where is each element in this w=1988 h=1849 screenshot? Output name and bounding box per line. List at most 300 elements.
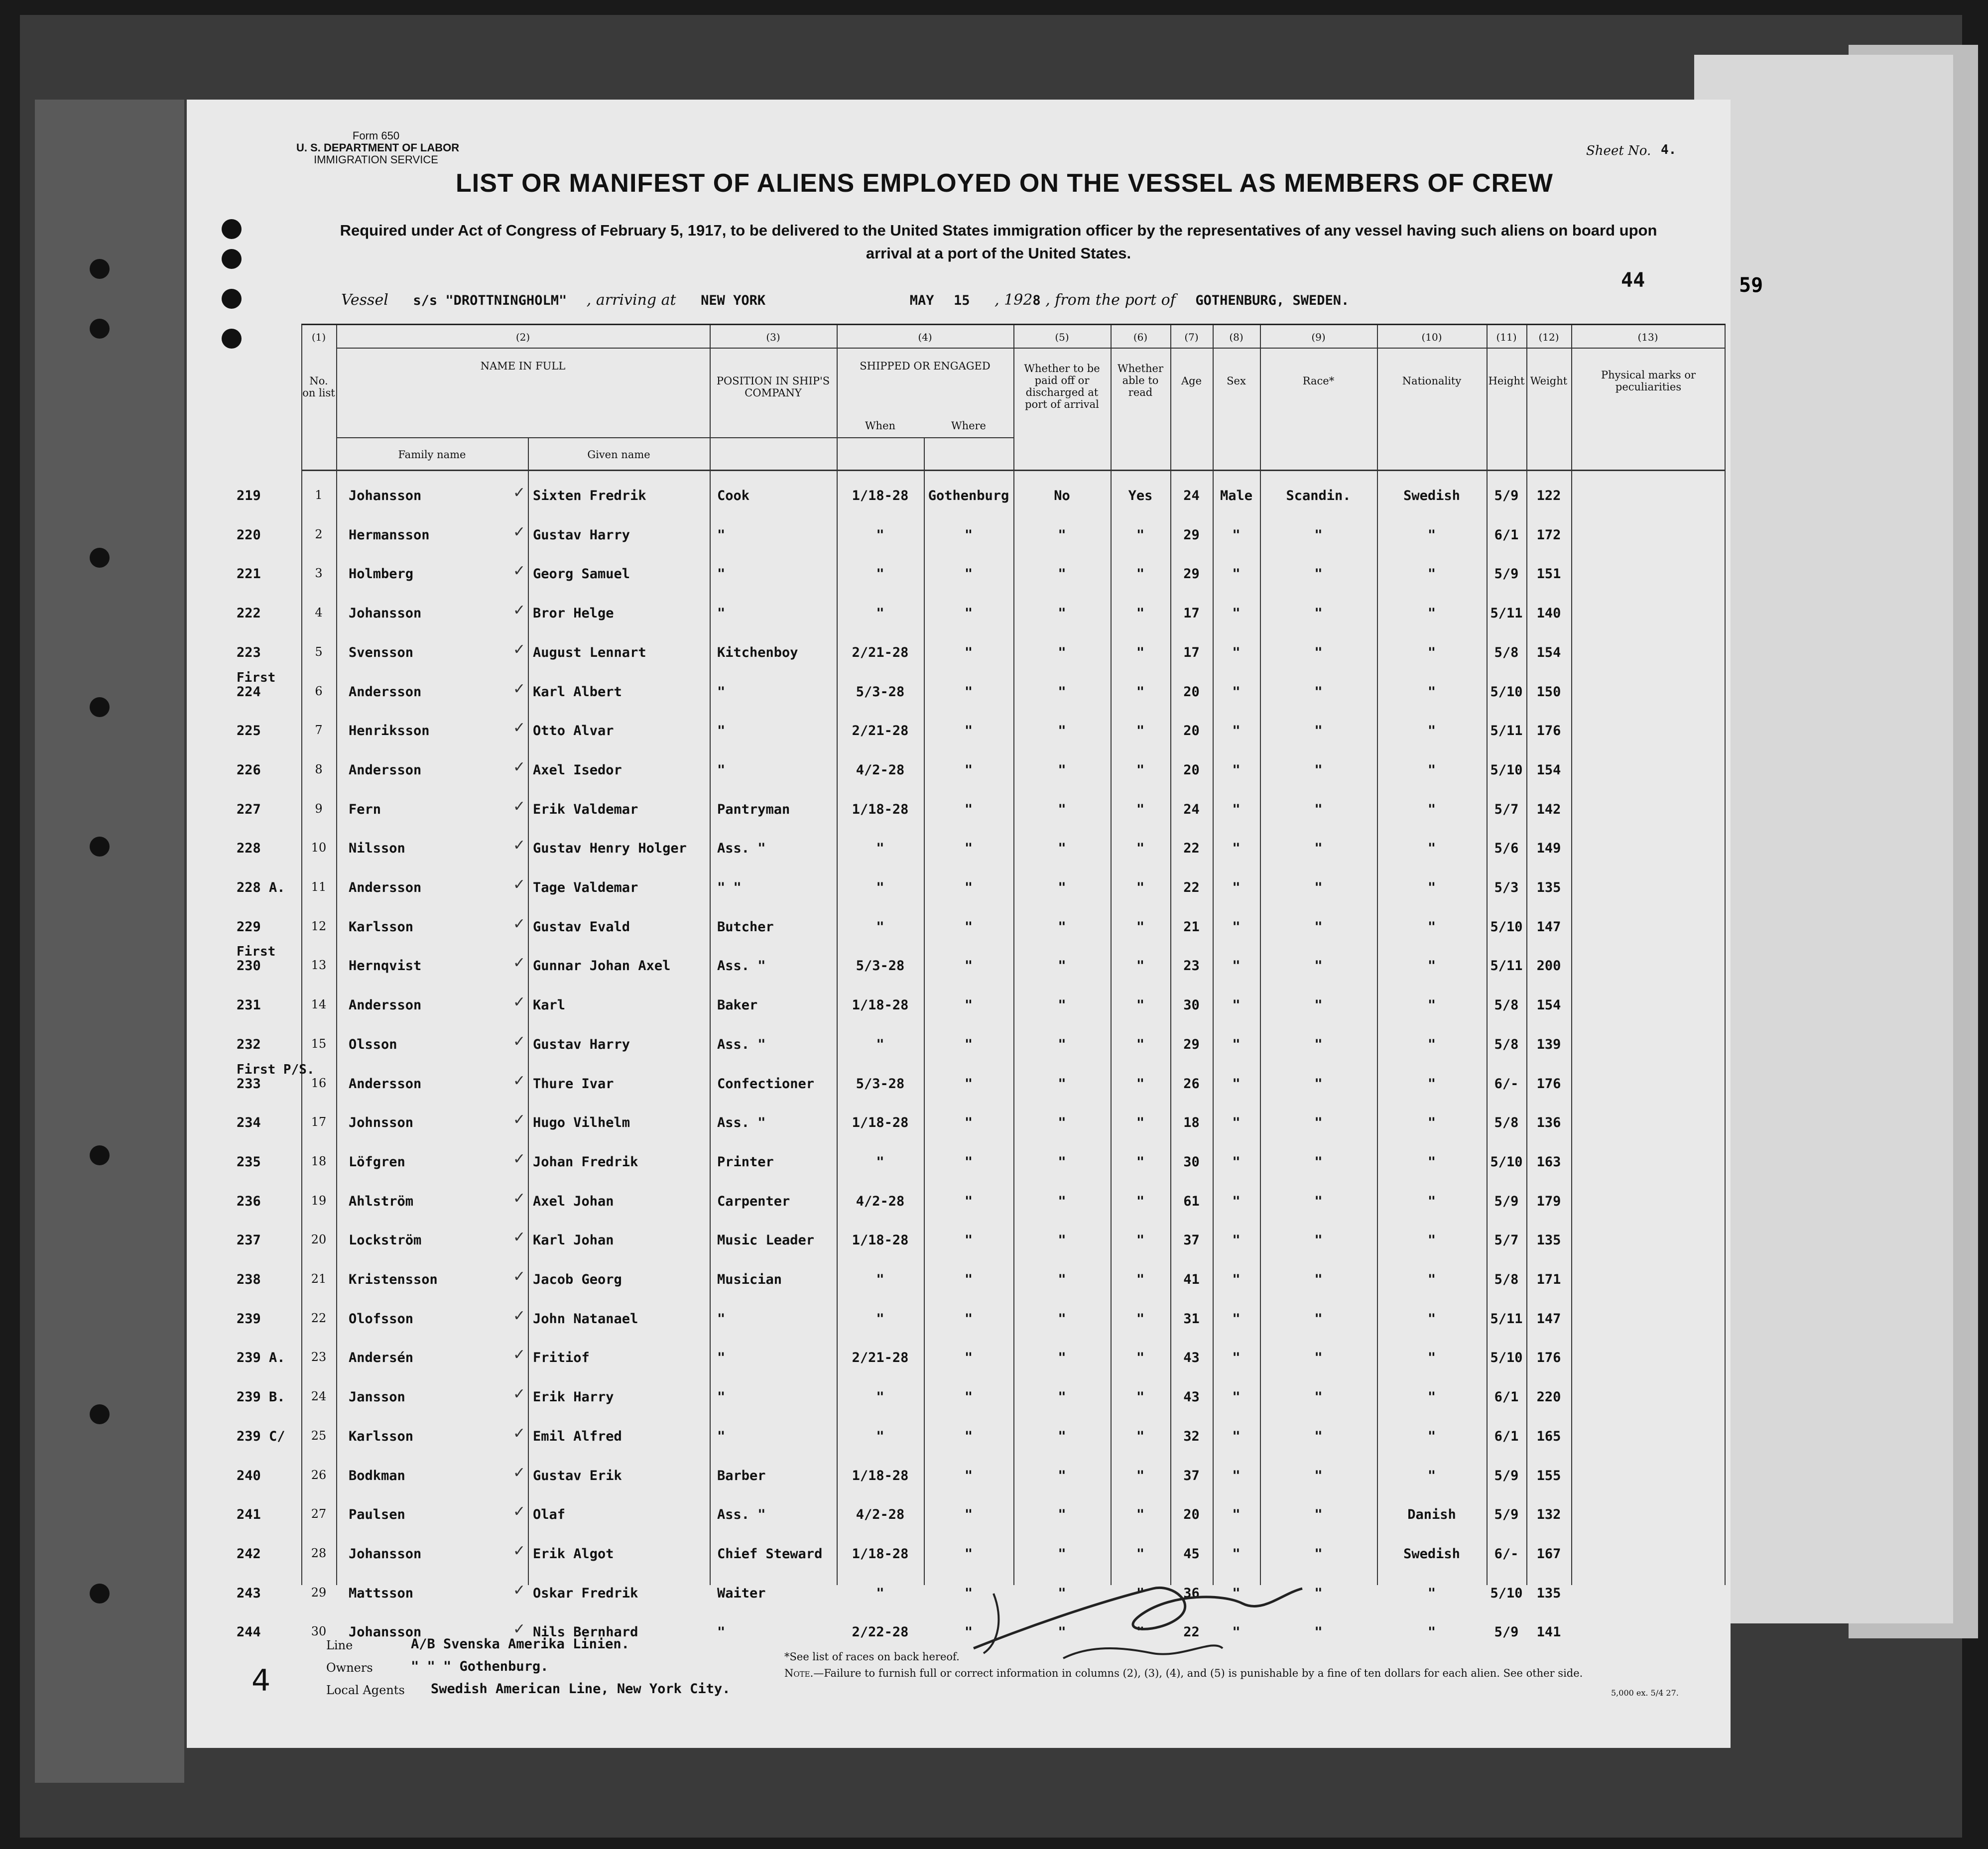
list-number: 12	[311, 919, 327, 933]
list-number: 25	[311, 1428, 327, 1443]
list-number: 6	[315, 684, 323, 698]
weight: 154	[1536, 762, 1561, 778]
header-no-on-list: No. on list	[302, 375, 335, 399]
sex: "	[1232, 801, 1241, 817]
header-physical-marks: Physical marks or peculiarities	[1601, 369, 1696, 393]
height: 5/10	[1490, 1585, 1523, 1601]
age: 18	[1183, 1115, 1200, 1131]
list-number: 23	[311, 1350, 327, 1364]
family-name: Andersson	[349, 762, 422, 778]
height: 5/10	[1490, 1350, 1523, 1366]
reference-number: 231	[237, 997, 261, 1013]
given-name: Hugo Vilhelm	[533, 1115, 630, 1131]
family-name: Karlsson	[349, 919, 414, 935]
able-to-read: "	[1136, 566, 1145, 582]
sex: "	[1232, 880, 1241, 895]
given-name: Fritiof	[533, 1350, 590, 1366]
sex: "	[1232, 1115, 1241, 1131]
nationality: "	[1427, 919, 1436, 935]
reference-number: 228 A.	[237, 880, 285, 895]
height: 6/1	[1494, 1428, 1519, 1444]
weight: 149	[1536, 841, 1561, 857]
height: 5/11	[1490, 723, 1523, 739]
paid-off: "	[1058, 1115, 1066, 1131]
shipped-where: "	[964, 997, 973, 1013]
family-name: Jansson	[349, 1389, 405, 1405]
table-row	[237, 1062, 1726, 1105]
nationality: "	[1427, 958, 1436, 974]
family-name: Andersson	[349, 880, 422, 895]
position: "	[717, 723, 726, 739]
height: 5/11	[1490, 958, 1523, 974]
header-when: When	[865, 420, 896, 432]
page-subtitle: Required under Act of Congress of February 5, 1917, to be delivered to the United States immigration officer by the representatives of any vessel having such aliens on board upon arrival at a port of the United States.	[340, 222, 1657, 262]
list-number: 18	[311, 1154, 327, 1168]
given-name: Otto Alvar	[533, 723, 614, 739]
reference-number: 233	[237, 1076, 261, 1092]
list-number: 14	[311, 997, 327, 1012]
shipped-where: "	[964, 1546, 973, 1562]
race: "	[1314, 1193, 1323, 1209]
shipped-when: "	[876, 1428, 884, 1444]
family-name: Lockström	[349, 1233, 422, 1248]
reference-number: 242	[237, 1546, 261, 1562]
column-number: (7)	[1184, 331, 1199, 343]
height: 5/8	[1494, 1036, 1519, 1052]
sex: "	[1232, 958, 1241, 974]
age: 37	[1183, 1233, 1200, 1248]
note-label: Note.	[784, 1667, 814, 1679]
paid-off: "	[1058, 1507, 1066, 1523]
height: 5/11	[1490, 1311, 1523, 1327]
nationality: "	[1427, 527, 1436, 543]
column-number: (12)	[1538, 331, 1559, 343]
reference-number: 239 B.	[237, 1389, 285, 1405]
height: 5/10	[1490, 919, 1523, 935]
sex: Male	[1220, 488, 1253, 503]
weight: 176	[1536, 723, 1561, 739]
paid-off: "	[1058, 880, 1066, 895]
agents-label: Local Agents	[326, 1683, 405, 1697]
able-to-read: "	[1136, 841, 1145, 857]
family-name: Hermansson	[349, 527, 430, 543]
race: "	[1314, 606, 1323, 621]
given-name: Gustav Erik	[533, 1468, 622, 1483]
given-name: Jacob Georg	[533, 1272, 622, 1287]
table-row	[237, 1261, 1726, 1301]
able-to-read: "	[1136, 684, 1145, 700]
height: 5/11	[1490, 606, 1523, 621]
sex: "	[1232, 1036, 1241, 1052]
position: Ass. "	[717, 958, 766, 974]
list-number: 2	[315, 527, 323, 541]
list-number: 29	[311, 1585, 327, 1600]
age: 21	[1183, 919, 1200, 935]
sex: "	[1232, 841, 1241, 857]
age: 61	[1183, 1193, 1200, 1209]
shipped-when: "	[876, 841, 884, 857]
given-name: Sixten Fredrik	[533, 488, 646, 503]
given-name: Erik Valdemar	[533, 801, 638, 817]
shipped-when: 1/18-28	[852, 488, 909, 503]
family-name: Hernqvist	[349, 958, 422, 974]
reference-number: 236	[237, 1193, 261, 1209]
shipped-where: "	[964, 762, 973, 778]
sex: "	[1232, 997, 1241, 1013]
paid-off: "	[1058, 1233, 1066, 1248]
owners-label: Owners	[326, 1661, 373, 1675]
paid-off: "	[1058, 919, 1066, 935]
sex: "	[1232, 1350, 1241, 1366]
punch-hole	[222, 329, 242, 349]
able-to-read: "	[1136, 1272, 1145, 1287]
position: Butcher	[717, 919, 774, 935]
checkmark-icon: ✓	[513, 1307, 526, 1325]
family-name: Bodkman	[349, 1468, 405, 1483]
paid-off: "	[1058, 1389, 1066, 1405]
race: "	[1314, 1428, 1323, 1444]
position: Printer	[717, 1154, 774, 1170]
punch-hole	[222, 249, 242, 269]
family-name: Johansson	[349, 1624, 422, 1640]
race: "	[1314, 958, 1323, 974]
nationality: "	[1427, 1585, 1436, 1601]
table-row	[237, 634, 1726, 674]
sex: "	[1232, 1624, 1241, 1640]
shipped-where: "	[964, 566, 973, 582]
sheet-label: Sheet No.	[1586, 143, 1651, 158]
height: 5/10	[1490, 762, 1523, 778]
header-name-in-full: NAME IN FULL	[480, 360, 566, 372]
height: 6/-	[1494, 1546, 1519, 1562]
able-to-read: "	[1136, 801, 1145, 817]
age: 30	[1183, 1154, 1200, 1170]
manifest-page	[187, 100, 1731, 1748]
punch-hole	[90, 259, 110, 279]
nationality: "	[1427, 1076, 1436, 1092]
nationality: "	[1427, 1154, 1436, 1170]
list-number: 27	[311, 1507, 327, 1521]
race: "	[1314, 1036, 1323, 1052]
family-name: Svensson	[349, 644, 414, 660]
age: 43	[1183, 1350, 1200, 1366]
table-row	[237, 1143, 1726, 1183]
sex: "	[1232, 644, 1241, 660]
family-name: Löfgren	[349, 1154, 405, 1170]
able-to-read: "	[1136, 1036, 1145, 1052]
paid-off: "	[1058, 1350, 1066, 1366]
shipped-where: "	[964, 606, 973, 621]
weight: 200	[1536, 958, 1561, 974]
table-row	[237, 1026, 1726, 1066]
weight: 151	[1536, 566, 1561, 582]
nationality: "	[1427, 684, 1436, 700]
punch-hole	[90, 697, 110, 717]
sex: "	[1232, 762, 1241, 778]
family-name: Johansson	[349, 488, 422, 503]
race: "	[1314, 1233, 1323, 1248]
able-to-read: "	[1136, 1193, 1145, 1209]
paid-off: "	[1058, 801, 1066, 817]
shipped-when: "	[876, 566, 884, 582]
vessel-label: Vessel	[341, 291, 388, 309]
checkmark-icon: ✓	[513, 1268, 526, 1285]
given-name: Karl Johan	[533, 1233, 614, 1248]
reference-number: 232	[237, 1036, 261, 1052]
column-number: (2)	[515, 331, 530, 343]
height: 5/9	[1494, 488, 1519, 503]
punch-hole	[90, 1584, 110, 1603]
able-to-read: "	[1136, 1115, 1145, 1131]
given-name: Johan Fredrik	[533, 1154, 638, 1170]
header-family-name: Family name	[398, 449, 466, 461]
nationality: "	[1427, 1036, 1436, 1052]
shipped-when: 1/18-28	[852, 1115, 909, 1131]
family-name: Olsson	[349, 1036, 397, 1052]
header-paid-off: Whether to be paid off or discharged at port of arrival	[1024, 363, 1100, 410]
reference-number: 235	[237, 1154, 261, 1170]
punch-hole	[90, 548, 110, 568]
table-row	[237, 869, 1726, 909]
sex: "	[1232, 723, 1241, 739]
able-to-read: "	[1136, 762, 1145, 778]
family-name: Henriksson	[349, 723, 430, 739]
table-row	[237, 477, 1726, 517]
given-name: Gustav Harry	[533, 1036, 630, 1052]
list-number: 26	[311, 1468, 327, 1482]
from-label: , from the port of	[1045, 291, 1176, 309]
checkmark-icon: ✓	[513, 1620, 526, 1638]
age: 29	[1183, 1036, 1200, 1052]
sex: "	[1232, 1233, 1241, 1248]
nationality: "	[1427, 1193, 1436, 1209]
list-number: 20	[311, 1233, 327, 1247]
given-name: Georg Samuel	[533, 566, 630, 582]
reference-number: 244	[237, 1624, 261, 1640]
header-shipped: SHIPPED OR ENGAGED	[860, 360, 991, 372]
checkmark-icon: ✓	[513, 993, 526, 1011]
position: Baker	[717, 997, 758, 1013]
paid-off: "	[1058, 958, 1066, 974]
race: "	[1314, 801, 1323, 817]
position: Ass. "	[717, 1507, 766, 1523]
able-to-read: "	[1136, 527, 1145, 543]
weight: 136	[1536, 1115, 1561, 1131]
age: 24	[1183, 488, 1200, 503]
nationality: "	[1427, 566, 1436, 582]
age: 26	[1183, 1076, 1200, 1092]
family-name: Andersson	[349, 1076, 422, 1092]
reference-number: 239 C/	[237, 1428, 285, 1444]
given-name: Erik Harry	[533, 1389, 614, 1405]
race: "	[1314, 919, 1323, 935]
given-name: Tage Valdemar	[533, 880, 638, 895]
checkmark-icon: ✓	[513, 640, 526, 658]
punch-hole	[90, 1404, 110, 1424]
age: 41	[1183, 1272, 1200, 1287]
checkmark-icon: ✓	[513, 719, 526, 737]
able-to-read: "	[1136, 1624, 1145, 1640]
nationality: "	[1427, 801, 1436, 817]
checkmark-icon: ✓	[513, 876, 526, 893]
nationality: "	[1427, 1428, 1436, 1444]
age: 20	[1183, 684, 1200, 700]
age: 20	[1183, 723, 1200, 739]
reference-note: First P/S.	[237, 1062, 315, 1077]
nationality: Swedish	[1403, 488, 1460, 503]
height: 5/8	[1494, 997, 1519, 1013]
family-name: Ahlström	[349, 1193, 414, 1209]
crew-table	[237, 324, 1726, 1640]
position: "	[717, 1428, 726, 1444]
paid-off: "	[1058, 1468, 1066, 1483]
nationality: "	[1427, 1311, 1436, 1327]
given-name: Gustav Harry	[533, 527, 630, 543]
paid-off: "	[1058, 1585, 1066, 1601]
checkmark-icon: ✓	[513, 602, 526, 619]
able-to-read: "	[1136, 1154, 1145, 1170]
family-name: Kristensson	[349, 1272, 438, 1287]
checkmark-icon: ✓	[513, 1072, 526, 1090]
weight: 140	[1536, 606, 1561, 621]
able-to-read: "	[1136, 1350, 1145, 1366]
family-name: Nilsson	[349, 841, 405, 857]
weight: 139	[1536, 1036, 1561, 1052]
sex: "	[1232, 1546, 1241, 1562]
nationality: "	[1427, 1624, 1436, 1640]
given-name: Axel Johan	[533, 1193, 614, 1209]
shipped-where: "	[964, 1389, 973, 1405]
position: " "	[717, 880, 742, 895]
header-weight: Weight	[1530, 375, 1568, 387]
position: "	[717, 1624, 726, 1640]
checkmark-icon: ✓	[513, 1464, 526, 1481]
position: Confectioner	[717, 1076, 815, 1092]
sex: "	[1232, 919, 1241, 935]
height: 5/6	[1494, 841, 1519, 857]
weight: 147	[1536, 1311, 1561, 1327]
height: 5/10	[1490, 684, 1523, 700]
able-to-read: "	[1136, 1428, 1145, 1444]
reference-number: 222	[237, 606, 261, 621]
weight: 141	[1536, 1624, 1561, 1640]
punch-hole	[222, 289, 242, 309]
weight: 147	[1536, 919, 1561, 935]
sex: "	[1232, 1154, 1241, 1170]
able-to-read: "	[1136, 1233, 1145, 1248]
age: 32	[1183, 1428, 1200, 1444]
reference-number: 230	[237, 958, 261, 974]
shipped-when: "	[876, 1585, 884, 1601]
position: "	[717, 566, 726, 582]
checkmark-icon: ✓	[513, 954, 526, 972]
column-number: (9)	[1311, 331, 1326, 343]
height: 5/9	[1494, 1624, 1519, 1640]
position: "	[717, 1311, 726, 1327]
height: 5/8	[1494, 644, 1519, 660]
header-nationality: Nationality	[1402, 375, 1462, 387]
position: "	[717, 1389, 726, 1405]
checkmark-icon: ✓	[513, 562, 526, 580]
sex: "	[1232, 606, 1241, 621]
reference-number: 224	[237, 684, 261, 700]
service-name: IMMIGRATION SERVICE	[314, 153, 438, 166]
table-row	[237, 1183, 1726, 1223]
given-name: Emil Alfred	[533, 1428, 622, 1444]
shipped-where: "	[964, 1428, 973, 1444]
family-name: Johansson	[349, 1546, 422, 1562]
shipped-where: "	[964, 841, 973, 857]
given-name: Erik Algot	[533, 1546, 614, 1562]
weight: 135	[1536, 880, 1561, 895]
shipped-where: "	[964, 1468, 973, 1483]
position: Kitchenboy	[717, 644, 798, 660]
able-to-read: "	[1136, 997, 1145, 1013]
column-number: (13)	[1637, 331, 1658, 343]
shipped-when: 1/18-28	[852, 1468, 909, 1483]
list-number: 3	[315, 566, 323, 581]
column-number: (8)	[1229, 331, 1243, 343]
paid-off: "	[1058, 606, 1066, 621]
paid-off: No	[1054, 488, 1070, 503]
position: Ass. "	[717, 1036, 766, 1052]
able-to-read: "	[1136, 723, 1145, 739]
shipped-where: "	[964, 801, 973, 817]
position: "	[717, 684, 726, 700]
checkmark-icon: ✓	[513, 1503, 526, 1521]
shipped-when: "	[876, 606, 884, 621]
nationality: "	[1427, 1233, 1436, 1248]
checkmark-icon: ✓	[513, 1385, 526, 1403]
header-position: POSITION IN SHIP'S COMPANY	[716, 375, 830, 399]
reference-number: 225	[237, 723, 261, 739]
able-to-read: "	[1136, 1076, 1145, 1092]
shipped-when: 1/18-28	[852, 1546, 909, 1562]
line-label: Line	[326, 1638, 353, 1652]
table-row	[237, 1457, 1726, 1497]
table-row	[237, 1496, 1726, 1536]
nationality: "	[1427, 997, 1436, 1013]
height: 5/8	[1494, 1272, 1519, 1287]
reference-note: First	[237, 944, 276, 960]
age: 22	[1183, 880, 1200, 895]
agents-value: Swedish American Line, New York City.	[431, 1681, 731, 1697]
paid-off: "	[1058, 1624, 1066, 1640]
age: 31	[1183, 1311, 1200, 1327]
shipped-where: Gothenburg	[928, 488, 1009, 503]
side-page-number: 59	[1739, 274, 1763, 297]
paid-off: "	[1058, 1154, 1066, 1170]
shipped-when: 2/21-28	[852, 1350, 909, 1366]
column-number: (5)	[1055, 331, 1069, 343]
line-value: A/B Svenska Amerika Linien.	[411, 1636, 629, 1652]
table-row	[237, 1535, 1726, 1575]
list-number: 21	[311, 1272, 327, 1286]
age: 20	[1183, 762, 1200, 778]
owners-value: " " " Gothenburg.	[411, 1659, 549, 1674]
arriving-label: , arriving at	[586, 291, 676, 309]
age: 29	[1183, 566, 1200, 582]
shipped-where: "	[964, 880, 973, 895]
nationality: "	[1427, 1115, 1436, 1131]
given-name: Gustav Evald	[533, 919, 630, 935]
reference-number: 220	[237, 527, 261, 543]
reference-number: 228	[237, 841, 261, 857]
shipped-where: "	[964, 1193, 973, 1209]
race: "	[1314, 527, 1323, 543]
able-to-read: "	[1136, 919, 1145, 935]
underlying-sheet	[1694, 55, 1953, 1623]
